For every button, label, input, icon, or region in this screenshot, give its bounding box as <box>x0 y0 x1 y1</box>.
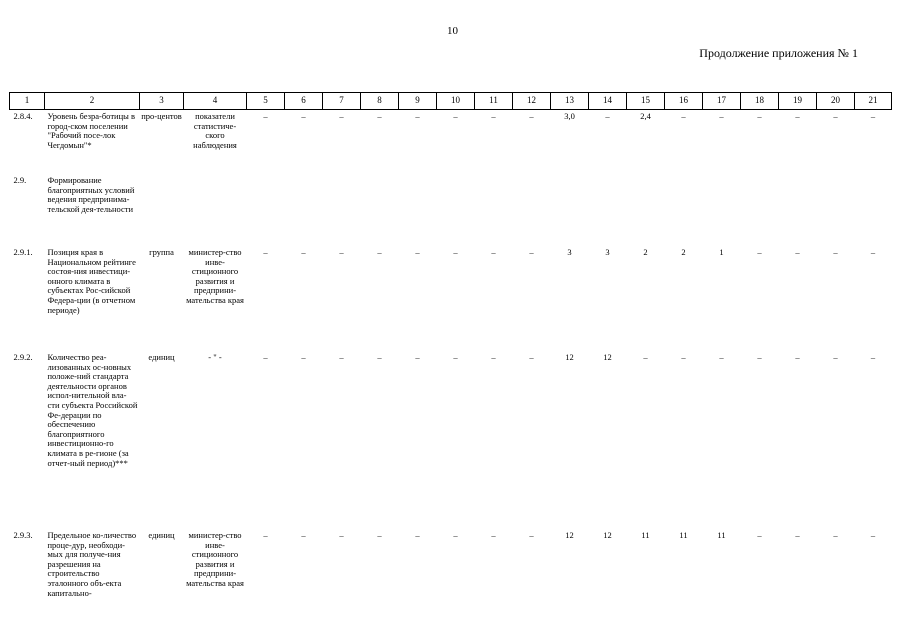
value-cell: – <box>301 111 306 121</box>
value-cell: – <box>795 352 800 362</box>
value-cell: – <box>491 352 496 362</box>
value-cell <box>437 174 475 246</box>
value-cell: – <box>263 352 268 362</box>
value-cell: 3 <box>605 247 610 257</box>
column-header: 14 <box>589 93 627 110</box>
unit-cell: единиц <box>148 530 175 540</box>
value-cell <box>247 174 285 246</box>
source-cell: министер-ство инве-стиционного развития и предприни-мательства края <box>186 247 244 305</box>
column-header: 18 <box>741 93 779 110</box>
value-cell: – <box>491 530 496 540</box>
value-cell: 12 <box>565 530 574 540</box>
value-cell: – <box>377 111 382 121</box>
value-cell: – <box>529 247 534 257</box>
indicator-name: Предельное ко-личество проце-дур, необходи-мых для получе-ния разрешения на строительство эталонного объ-екта капитально- <box>47 530 137 598</box>
value-cell: – <box>870 530 876 540</box>
value-cell: – <box>377 530 382 540</box>
source-cell: показатели статистиче-ского наблюдения <box>193 111 237 150</box>
value-cell: – <box>870 352 876 362</box>
column-header: 13 <box>551 93 589 110</box>
value-cell: 2 <box>643 247 648 257</box>
value-cell: – <box>719 352 724 362</box>
value-cell: – <box>795 530 800 540</box>
value-cell: – <box>453 530 458 540</box>
value-cell: – <box>491 247 496 257</box>
indicator-name: Формирование благоприятных условий ведения предпринима-тельской дея-тельности <box>47 175 135 214</box>
value-cell <box>779 174 817 246</box>
value-cell: 1 <box>719 247 724 257</box>
unit-cell: про-центов <box>141 111 182 121</box>
value-cell: – <box>263 111 268 121</box>
value-cell: – <box>263 247 268 257</box>
value-cell <box>589 174 627 246</box>
value-cell: – <box>415 352 420 362</box>
column-header: 5 <box>247 93 285 110</box>
value-cell: – <box>301 352 306 362</box>
column-header: 4 <box>184 93 247 110</box>
header-row <box>10 93 892 110</box>
value-cell: 11 <box>679 530 688 540</box>
value-cell <box>817 174 855 246</box>
column-header: 7 <box>323 93 361 110</box>
value-cell: – <box>339 530 344 540</box>
value-cell: – <box>681 352 686 362</box>
row-code: 2.9.3. <box>13 530 33 540</box>
value-cell: – <box>757 247 762 257</box>
value-cell: – <box>301 530 306 540</box>
indicator-name: Уровень безра-ботицы в город-ском поселении "Рабочий посе-лок Чегдомын"* <box>47 111 135 150</box>
value-cell: – <box>491 111 496 121</box>
source-cell: - " - <box>208 352 222 362</box>
value-cell: – <box>529 111 534 121</box>
value-cell: – <box>301 247 306 257</box>
value-cell: – <box>795 247 800 257</box>
value-cell: – <box>339 111 344 121</box>
value-cell <box>361 174 399 246</box>
value-cell: – <box>263 530 268 540</box>
value-cell: 12 <box>565 352 574 362</box>
value-cell: 12 <box>603 530 612 540</box>
value-cell: – <box>833 111 838 121</box>
value-cell: – <box>453 352 458 362</box>
value-cell: – <box>415 247 420 257</box>
value-cell: – <box>757 352 762 362</box>
column-header: 19 <box>779 93 817 110</box>
table-row <box>10 529 892 641</box>
column-header: 17 <box>703 93 741 110</box>
continuation-label: Продолжение приложения № 1 <box>699 46 858 60</box>
value-cell: 2 <box>681 247 686 257</box>
value-cell: – <box>870 111 876 121</box>
value-cell <box>665 174 703 246</box>
value-cell: – <box>833 530 838 540</box>
unit-cell <box>140 174 184 246</box>
source-cell <box>184 174 247 246</box>
indicator-name: Позиция края в Национальном рейтинге состоя-ния инвестици-онного климата в субъектах Рос-сийской Федера-ции (в отчетном периоде) <box>47 247 136 315</box>
value-cell: – <box>377 247 382 257</box>
value-cell: – <box>377 352 382 362</box>
value-cell: – <box>757 530 762 540</box>
value-cell: 11 <box>641 530 650 540</box>
value-cell: – <box>453 247 458 257</box>
value-cell <box>551 174 589 246</box>
value-cell: 12 <box>603 352 612 362</box>
indicator-table <box>9 92 892 641</box>
value-cell: – <box>415 530 420 540</box>
value-cell <box>627 174 665 246</box>
table-row <box>10 246 892 351</box>
indicator-name: Количество реа-лизованных ос-новных положе-ний стандарта деятельности органов испол-нительной вла-сти субъекта Российской Фе-дерации по обеспечению благоприятного инвестиционно-го климата в ре-гионе (за отчет-ный период)*** <box>47 352 138 468</box>
value-cell: – <box>339 247 344 257</box>
value-cell: – <box>833 352 838 362</box>
value-cell <box>855 174 892 246</box>
unit-cell: единиц <box>148 352 175 362</box>
value-cell: 3 <box>567 247 572 257</box>
column-header: 12 <box>513 93 551 110</box>
table-row <box>10 110 892 175</box>
column-header: 2 <box>45 93 140 110</box>
value-cell: – <box>415 111 420 121</box>
table-row <box>10 351 892 529</box>
column-header: 9 <box>399 93 437 110</box>
value-cell: – <box>339 352 344 362</box>
column-header: 20 <box>817 93 855 110</box>
value-cell: – <box>529 530 534 540</box>
value-cell <box>399 174 437 246</box>
value-cell <box>475 174 513 246</box>
value-cell: 3,0 <box>564 111 575 121</box>
value-cell: 11 <box>717 530 726 540</box>
table-row <box>10 174 892 246</box>
column-header: 11 <box>475 93 513 110</box>
value-cell: – <box>870 247 876 257</box>
value-cell: – <box>605 111 610 121</box>
column-header: 16 <box>665 93 703 110</box>
row-code: 2.9.1. <box>13 247 33 257</box>
value-cell <box>703 174 741 246</box>
source-cell: министер-ство инве-стиционного развития и предприни-мательства края <box>186 530 244 588</box>
row-code: 2.8.4. <box>13 111 33 121</box>
value-cell: – <box>643 352 648 362</box>
column-header: 15 <box>627 93 665 110</box>
column-header: 21 <box>855 93 892 110</box>
column-header: 1 <box>10 93 45 110</box>
value-cell: – <box>453 111 458 121</box>
value-cell: – <box>833 247 838 257</box>
value-cell: – <box>681 111 686 121</box>
row-code: 2.9.2. <box>13 352 33 362</box>
value-cell: 2,4 <box>640 111 651 121</box>
value-cell: – <box>757 111 762 121</box>
value-cell: – <box>719 111 724 121</box>
page-number: 10 <box>447 25 458 37</box>
value-cell <box>285 174 323 246</box>
column-header: 8 <box>361 93 399 110</box>
value-cell <box>741 174 779 246</box>
value-cell <box>513 174 551 246</box>
column-header: 10 <box>437 93 475 110</box>
column-header: 6 <box>285 93 323 110</box>
value-cell <box>323 174 361 246</box>
column-header: 3 <box>140 93 184 110</box>
value-cell: – <box>529 352 534 362</box>
unit-cell: группа <box>149 247 174 257</box>
row-code: 2.9. <box>13 175 27 185</box>
value-cell: – <box>795 111 800 121</box>
